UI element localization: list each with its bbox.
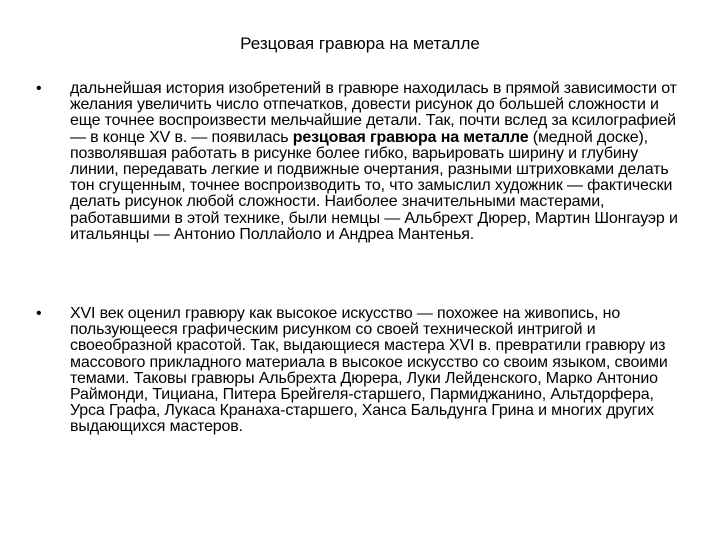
bullet-text-2: XVI век оценил гравюру как высокое искусство — похожее на живопись, но пользующееся графическим рисунком со своей технической интригой и своеобразной красотой. Так, выдающиеся мастера XVI в. превратили гравюру из массового прикладного материала в высокое искусство со своим языком, своими темами. Таковы гравюры Альбрехта Дюрера, Луки Лейденского, Марко Антонио Раймонди, Тициана, Питера Брейгеля-старшего, Пармиджанино, Альтдорфера, Урса Графа, Лукаса Кранаха-старшего, Ханса Бальдунга Грина и многих других выдающихся мастеров.: [70, 305, 668, 436]
bullet-marker: •: [36, 80, 42, 97]
slide-title: Резцовая гравюра на металле: [240, 34, 480, 53]
bullet-text-1: [70, 81, 682, 243]
bullet-marker: •: [36, 305, 42, 322]
bullet-text-1-part-2: (медной доске), позволявшая работать в рисунке более гибко, варьировать ширину и глубину линии, передавать легкие и подвижные очертания, разными штриховками делать тон сгущенным, точнее воспроизводить то, что замыслил художник — фактически делать рисунок любой сложности. Наиболее значительными мастерами, работавшими в этой технике, были немцы — Альбрехт Дюрер, Мартин Шонгауэр и итальянцы — Антонио Поллайоло и Андреа Мантенья.: [70, 128, 678, 243]
bullet-text-1-bold-term: резцовая гравюра на металле: [292, 128, 529, 146]
bullet-text-1-part-1: дальнейшая история изобретений в гравюре находилась в прямой зависимости от желания увеличить число отпечатков, довести рисунок до большей сложности и еще точнее воспроизвести мельчайшие детали. Так, почти вслед за ксилографией — в конце XV в. — появилась: [70, 80, 677, 146]
